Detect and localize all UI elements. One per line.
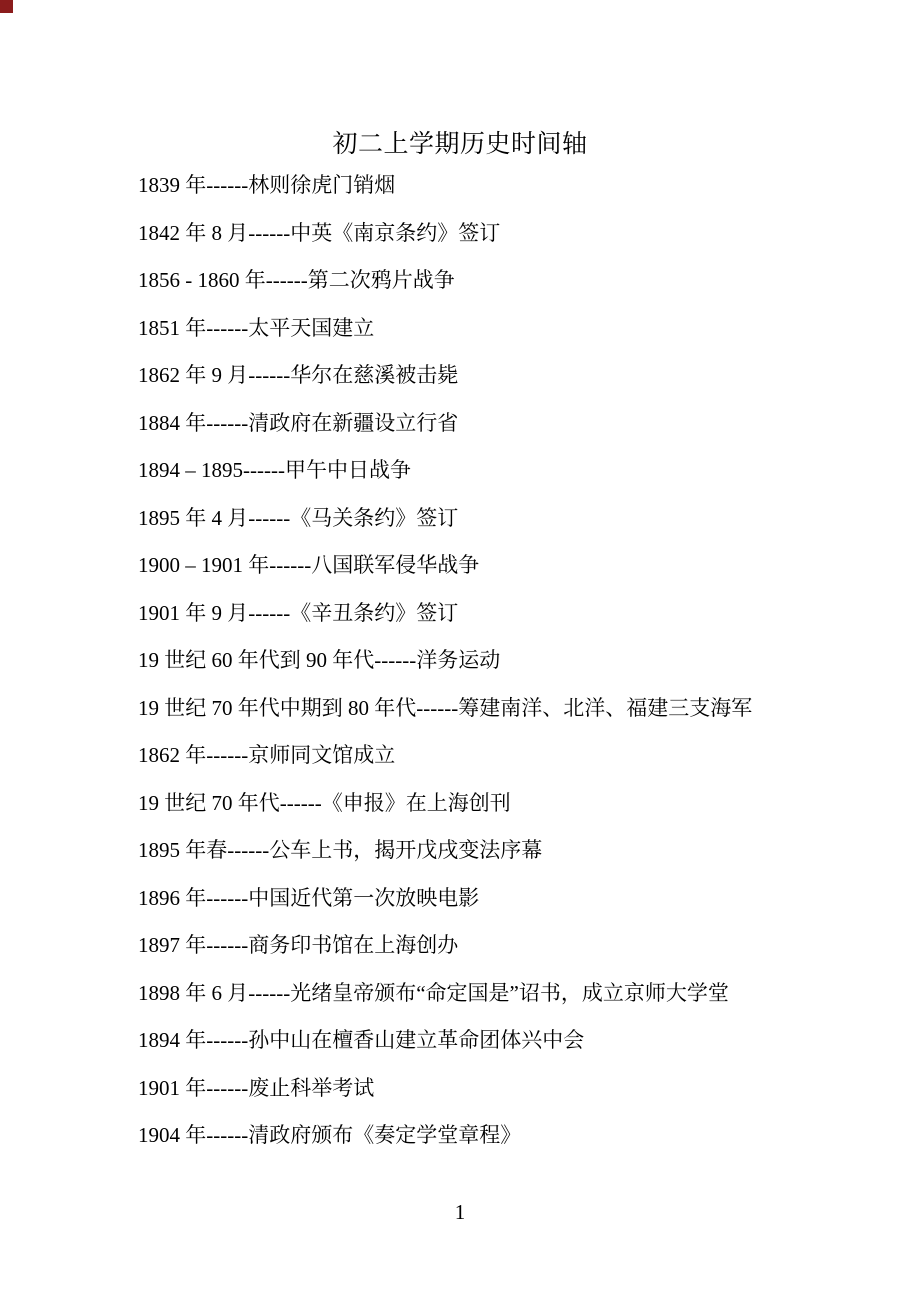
dash-separator: ------ [206,933,249,957]
event-date: 1901 年 9 月 [138,600,249,625]
dash-separator: ------ [206,885,249,910]
event-text: 清政府在新疆设立行省 [248,410,459,435]
timeline-event [138,922,880,970]
dash-separator: ------ [248,220,291,245]
dash-separator: ------ [248,363,291,387]
timeline-event [138,970,880,1018]
timeline-event [138,305,880,353]
event-text: 中英《南京条约》签订 [290,220,501,245]
event-text: 《申报》在上海创刊 [321,790,511,815]
event-text: 光绪皇帝颁布“命定国是”诏书，成立京师大学堂 [290,980,729,1005]
timeline-event [138,257,880,305]
event-date: 1862 年 9 月 [138,363,249,387]
event-date: 1884 年 [138,410,207,435]
event-text: 京师同文馆成立 [248,743,396,767]
page-title: 初二上学期历史时间轴 [332,130,588,158]
event-date: 1839 年 [138,173,207,197]
dash-separator: ------ [248,980,291,1005]
dash-separator: ------ [227,838,270,862]
event-text: 太平天国建立 [248,315,375,340]
timeline-event [138,542,880,590]
event-text: 甲午中日战争 [284,458,411,482]
dash-separator: ------ [265,268,308,292]
timeline-event [138,590,880,638]
timeline-event [138,210,880,258]
dash-separator: ------ [206,1028,249,1052]
event-text: 《辛丑条约》签订 [290,600,459,625]
event-text: 中国近代第一次放映电影 [248,885,480,910]
dash-separator: ------ [206,410,249,435]
timeline-event [138,875,880,923]
event-text: 林则徐虎门销烟 [248,173,396,197]
event-date: 1851 年 [138,315,207,340]
corner-marker [0,0,13,13]
dash-separator: ------ [206,1123,249,1147]
event-date: 19 世纪 60 年代到 90 年代 [138,648,375,672]
dash-separator: ------ [279,790,322,815]
event-text: 八国联军侵华战争 [311,553,480,577]
event-date: 19 世纪 70 年代 [138,790,280,815]
dash-separator: ------ [416,695,459,720]
dash-separator: ------ [206,743,249,767]
timeline-event [138,352,880,400]
event-text: 洋务运动 [416,648,501,672]
dash-separator: ------ [206,1075,249,1100]
dash-separator: ------ [248,600,291,625]
event-date: 1894 年 [138,1028,207,1052]
timeline-event [138,780,880,828]
event-text: 废止科举考试 [248,1075,375,1100]
timeline-event [138,400,880,448]
dash-separator: ------ [206,315,249,340]
event-text: 公车上书，揭开戊戌变法序幕 [269,838,543,862]
event-text: 商务印书馆在上海创办 [248,933,459,957]
timeline-event [138,827,880,875]
dash-separator: ------ [243,458,285,482]
timeline-event [138,685,880,733]
timeline-event [138,447,880,495]
event-date: 19 世纪 70 年代中期到 80 年代 [138,695,417,720]
event-date: 1894 – 1895 [138,458,243,482]
event-date: 1898 年 6 月 [138,980,249,1005]
event-date: 1901 年 [138,1075,207,1100]
event-date: 1842 年 8 月 [138,220,249,245]
dash-separator: ------ [374,648,417,672]
timeline-event [138,495,880,543]
event-text: 筹建南洋、北洋、福建三支海军 [458,695,753,720]
event-date: 1895 年春 [138,838,228,862]
event-date: 1862 年 [138,743,207,767]
timeline [138,162,880,1160]
timeline-event [138,637,880,685]
event-text: 孙中山在檀香山建立革命团体兴中会 [248,1028,585,1052]
event-date: 1904 年 [138,1123,207,1147]
dash-separator: ------ [206,173,249,197]
event-text: 清政府颁布《奏定学堂章程》 [248,1123,522,1147]
event-date: 1896 年 [138,885,207,910]
event-date: 1856 - 1860 年 [138,268,266,292]
dash-separator: ------ [269,553,312,577]
event-text: 华尔在慈溪被击毙 [290,363,459,387]
event-date: 1897 年 [138,933,207,957]
dash-separator: ------ [248,505,291,530]
timeline-event [138,1065,880,1113]
timeline-event [138,1017,880,1065]
page-number: 1 [454,1200,466,1224]
timeline-event [138,1112,880,1160]
event-date: 1900 – 1901 年 [138,553,270,577]
event-text: 第二次鸦片战争 [307,268,455,292]
timeline-event [138,162,880,210]
event-date: 1895 年 4 月 [138,505,249,530]
event-text: 《马关条约》签订 [290,505,459,530]
timeline-event [138,732,880,780]
